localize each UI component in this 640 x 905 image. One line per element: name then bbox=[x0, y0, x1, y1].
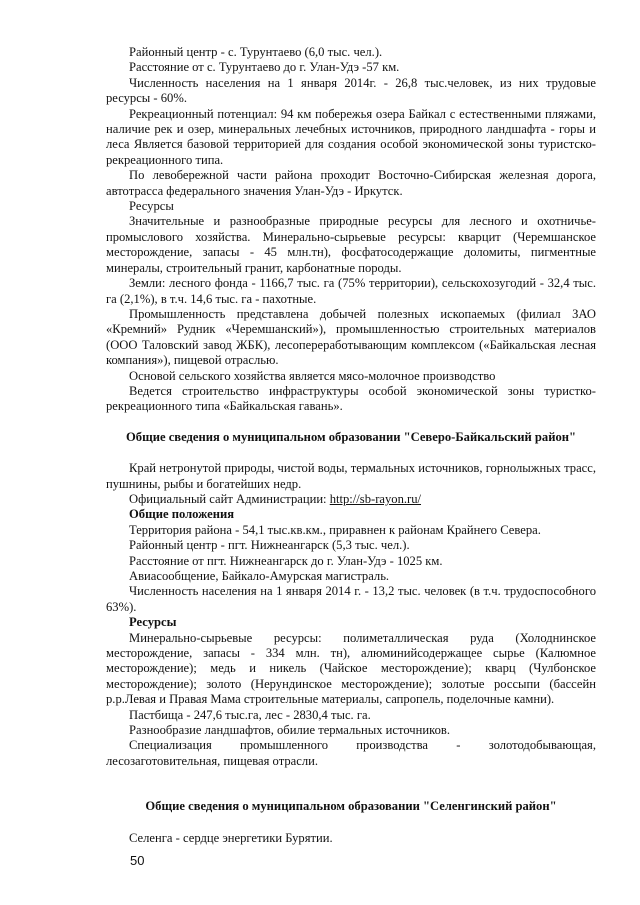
paragraph: Минерально-сырьевые ресурсы: полиметаллическая руда (Холоднинское месторождение, запасы - 334 млн. тн), алюминийсодержащее сырье (Калюмное месторождение); медь и никель (Чайское месторождение); кварц (Чулбонское месторождение); золото (Нерундинское месторождение); золотые россыпи (бассейн р.р.Левая и Правая Мама строительные материалы, сапропель, поделочные камни). bbox=[106, 630, 596, 707]
paragraph: Численность населения на 1 января 2014 г. - 13,2 тыс. человек (в т.ч. трудоспособного 63%). bbox=[106, 584, 596, 614]
paragraph: Рекреационный потенциал: 94 км побережья озера Байкал с естественными пляжами, наличие рек и озер, минеральных лечебных источников, природного ландшафта - горы и леса Является базовой территорией для создания особой экономической зоны туристско-рекреационного типа. bbox=[106, 106, 596, 167]
paragraph: По левобережной части района проходит Восточно-Сибирская железная дорога, автотрасса федерального значения Улан-Удэ - Иркутск. bbox=[106, 168, 596, 198]
section-heading-selenginsky: Общие сведения о муниципальном образовании "Селенгинский район" bbox=[145, 799, 557, 814]
official-site-label: Официальный сайт Администрации: bbox=[129, 491, 330, 506]
page-content bbox=[106, 45, 596, 846]
paragraph: Основой сельского хозяйства является мясо-молочное производство bbox=[129, 368, 496, 383]
paragraph: Край нетронутой природы, чистой воды, термальных источников, горнолыжных трасс, пушнины, рыбы и богатейших недр. bbox=[106, 461, 596, 491]
page-number: 50 bbox=[130, 853, 145, 868]
section-heading-severo-baikalsky: Общие сведения о муниципальном образовании "Северо-Байкальский район" bbox=[125, 429, 577, 444]
paragraph: Земли: лесного фонда - 1166,7 тыс. га (75% территории), сельскохозугодий - 32,4 тыс. га (2,1%), в т.ч. 14,6 тыс. га - пахотные. bbox=[106, 276, 596, 306]
paragraph: Специализация промышленного производства - золотодобывающая, лесозаготовительная, пищевая отрасли. bbox=[106, 738, 596, 768]
paragraph: Расстояние от с. Турунтаево до г. Улан-Удэ -57 км. bbox=[129, 60, 400, 75]
paragraph: Численность населения на 1 января 2014г. - 26,8 тыс.человек, из них трудовые ресурсы - 60%. bbox=[106, 75, 596, 106]
official-site-link[interactable]: http://sb-rayon.ru/ bbox=[329, 491, 422, 506]
paragraph: Авиасообщение, Байкало-Амурская магистраль. bbox=[129, 569, 390, 583]
paragraph: Значительные и разнообразные природные ресурсы для лесного и охотничье-промыслового хозяйства. Минерально-сырьевые ресурсы: кварцит (Черемшанское месторождение, запасы - 45 млн.тн), фосфатосодержащие доломиты, пигментные минералы, строительный гранит, карбонатные породы. bbox=[106, 214, 596, 275]
paragraph: Разнообразие ландшафтов, обилие термальных источников. bbox=[129, 723, 450, 738]
paragraph: Районный центр - пгт. Нижнеангарск (5,3 тыс. чел.). bbox=[129, 538, 410, 553]
paragraph: Промышленность представлена добычей полезных ископаемых (филиал ЗАО «Кремний» Рудник «Черемшанский»), промышленностью строительных материалов (ООО Таловский завод ЖБК), лесопереработывающим комплексом («Байкальская лесная компания»), пищевой отраслью. bbox=[106, 306, 596, 368]
subheading-general: Общие положения bbox=[129, 507, 235, 522]
paragraph: Пастбища - 247,6 тыс.га, лес - 2830,4 тыс. га. bbox=[129, 707, 371, 722]
official-site-line bbox=[106, 492, 596, 507]
paragraph: Территория района - 54,1 тыс.кв.км., приравнен к районам Крайнего Севера. bbox=[129, 522, 541, 537]
paragraph: Расстояние от пгт. Нижнеангарск до г. Улан-Удэ - 1025 км. bbox=[129, 553, 443, 568]
subheading-resources: Ресурсы bbox=[129, 199, 174, 214]
subheading-resources: Ресурсы bbox=[129, 615, 177, 630]
paragraph: Районный центр - с. Турунтаево (6,0 тыс. чел.). bbox=[129, 45, 383, 59]
paragraph: Селенга - сердце энергетики Бурятии. bbox=[129, 830, 333, 845]
paragraph: Ведется строительство инфраструктуры особой экономической зоны туристко-рекреационного типа «Байкальская гавань». bbox=[106, 383, 596, 414]
